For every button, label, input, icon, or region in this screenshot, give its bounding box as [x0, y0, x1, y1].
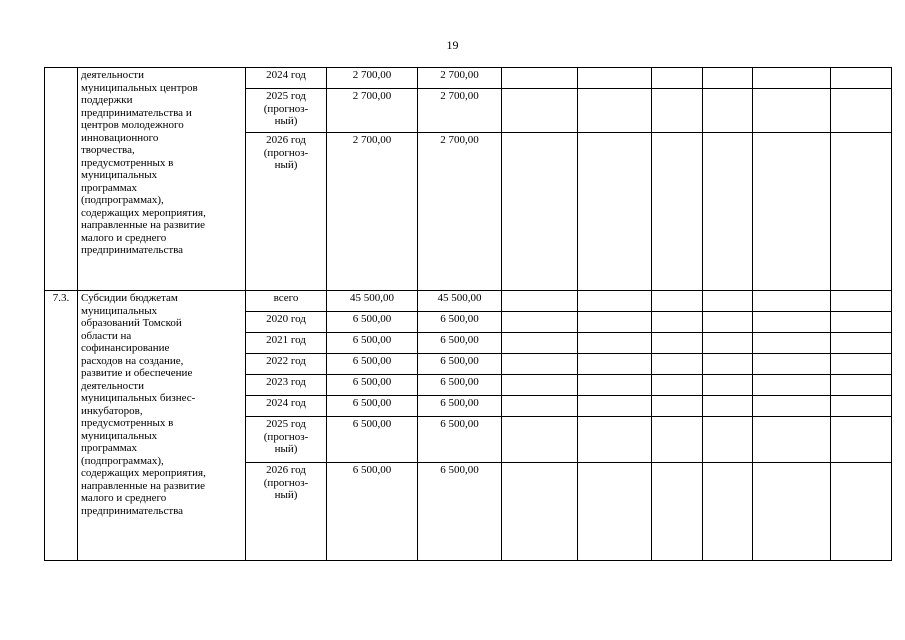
funding-table [44, 67, 892, 561]
empty-cell [753, 133, 831, 291]
empty-cell [831, 291, 892, 312]
empty-cell [578, 354, 652, 375]
empty-cell [703, 417, 753, 463]
empty-cell [753, 68, 831, 89]
empty-cell [652, 89, 703, 133]
empty-cell [502, 133, 578, 291]
empty-cell [652, 417, 703, 463]
empty-cell [703, 463, 753, 561]
year-cell: 2025 год (прогноз- ный) [246, 417, 327, 463]
empty-cell [753, 396, 831, 417]
empty-cell [831, 333, 892, 354]
empty-cell [502, 375, 578, 396]
empty-cell [703, 333, 753, 354]
empty-cell [831, 68, 892, 89]
year-cell: 2024 год [246, 396, 327, 417]
empty-cell [831, 375, 892, 396]
empty-cell [831, 312, 892, 333]
empty-cell [652, 375, 703, 396]
empty-cell [831, 463, 892, 561]
empty-cell [753, 463, 831, 561]
amount-regional-cell: 2 700,00 [418, 68, 502, 89]
measure-name-cell [78, 291, 246, 561]
amount-regional-cell: 6 500,00 [418, 463, 502, 561]
empty-cell [652, 133, 703, 291]
amount-total-cell: 2 700,00 [327, 68, 418, 89]
table-row [45, 68, 892, 89]
empty-cell [753, 291, 831, 312]
empty-cell [502, 68, 578, 89]
measure-name-cell [78, 68, 246, 291]
empty-cell [753, 417, 831, 463]
empty-cell [652, 396, 703, 417]
empty-cell [753, 312, 831, 333]
amount-total-cell: 6 500,00 [327, 312, 418, 333]
empty-cell [703, 133, 753, 291]
empty-cell [703, 291, 753, 312]
amount-regional-cell: 6 500,00 [418, 375, 502, 396]
amount-regional-cell: 6 500,00 [418, 333, 502, 354]
year-cell: 2020 год [246, 312, 327, 333]
empty-cell [831, 396, 892, 417]
row-number-cell [45, 68, 78, 291]
empty-cell [703, 68, 753, 89]
page-number: 19 [446, 38, 459, 52]
amount-total-cell: 2 700,00 [327, 89, 418, 133]
year-cell: 2024 год [246, 68, 327, 89]
amount-regional-cell: 6 500,00 [418, 354, 502, 375]
amount-total-cell: 45 500,00 [327, 291, 418, 312]
empty-cell [578, 396, 652, 417]
empty-cell [652, 312, 703, 333]
empty-cell [578, 312, 652, 333]
amount-regional-cell: 2 700,00 [418, 133, 502, 291]
year-cell: 2023 год [246, 375, 327, 396]
row-number-cell: 7.3. [45, 291, 78, 561]
empty-cell [578, 417, 652, 463]
empty-cell [578, 89, 652, 133]
amount-regional-cell: 6 500,00 [418, 396, 502, 417]
empty-cell [831, 354, 892, 375]
empty-cell [502, 312, 578, 333]
empty-cell [703, 89, 753, 133]
empty-cell [502, 354, 578, 375]
amount-total-cell: 2 700,00 [327, 133, 418, 291]
empty-cell [502, 89, 578, 133]
empty-cell [578, 68, 652, 89]
empty-cell [753, 354, 831, 375]
empty-cell [753, 89, 831, 133]
measure-name: Субсидии бюджетам муниципальных образований Томской области на софинансирование расходов на создание, развитие и обеспечение деятельности муниципальных бизнес- инкубаторов, предусмотренных в муниципальных программах (подпрограммах), содержащих мероприятия, направленные на развитие малого и среднего предпринимательства [81, 292, 206, 517]
year-cell: 2022 год [246, 354, 327, 375]
amount-total-cell: 6 500,00 [327, 463, 418, 561]
empty-cell [831, 417, 892, 463]
year-cell: всего [246, 291, 327, 312]
empty-cell [578, 133, 652, 291]
empty-cell [502, 333, 578, 354]
empty-cell [578, 291, 652, 312]
empty-cell [502, 417, 578, 463]
empty-cell [703, 375, 753, 396]
empty-cell [652, 354, 703, 375]
amount-regional-cell: 6 500,00 [418, 417, 502, 463]
amount-total-cell: 6 500,00 [327, 396, 418, 417]
amount-total-cell: 6 500,00 [327, 333, 418, 354]
amount-regional-cell: 2 700,00 [418, 89, 502, 133]
empty-cell [652, 291, 703, 312]
empty-cell [502, 396, 578, 417]
empty-cell [502, 463, 578, 561]
empty-cell [652, 463, 703, 561]
year-cell: 2026 год (прогноз- ный) [246, 463, 327, 561]
amount-total-cell: 6 500,00 [327, 417, 418, 463]
empty-cell [652, 333, 703, 354]
measure-name: деятельности муниципальных центров поддержки предпринимательства и центров молодежного инновационного творчества, предусмотренных в муниципальных программах (подпрограммах), содержащих мероприятия, направленные на развитие малого и среднего предпринимательства [81, 69, 206, 256]
amount-total-cell: 6 500,00 [327, 354, 418, 375]
amount-regional-cell: 45 500,00 [418, 291, 502, 312]
empty-cell [703, 312, 753, 333]
empty-cell [753, 333, 831, 354]
amount-total-cell: 6 500,00 [327, 375, 418, 396]
empty-cell [703, 354, 753, 375]
empty-cell [578, 375, 652, 396]
empty-cell [831, 133, 892, 291]
table-row [45, 291, 892, 312]
empty-cell [652, 68, 703, 89]
year-cell: 2026 год (прогноз- ный) [246, 133, 327, 291]
empty-cell [578, 463, 652, 561]
empty-cell [502, 291, 578, 312]
amount-regional-cell: 6 500,00 [418, 312, 502, 333]
empty-cell [578, 333, 652, 354]
year-cell: 2025 год (прогноз- ный) [246, 89, 327, 133]
empty-cell [753, 375, 831, 396]
empty-cell [831, 89, 892, 133]
year-cell: 2021 год [246, 333, 327, 354]
empty-cell [703, 396, 753, 417]
